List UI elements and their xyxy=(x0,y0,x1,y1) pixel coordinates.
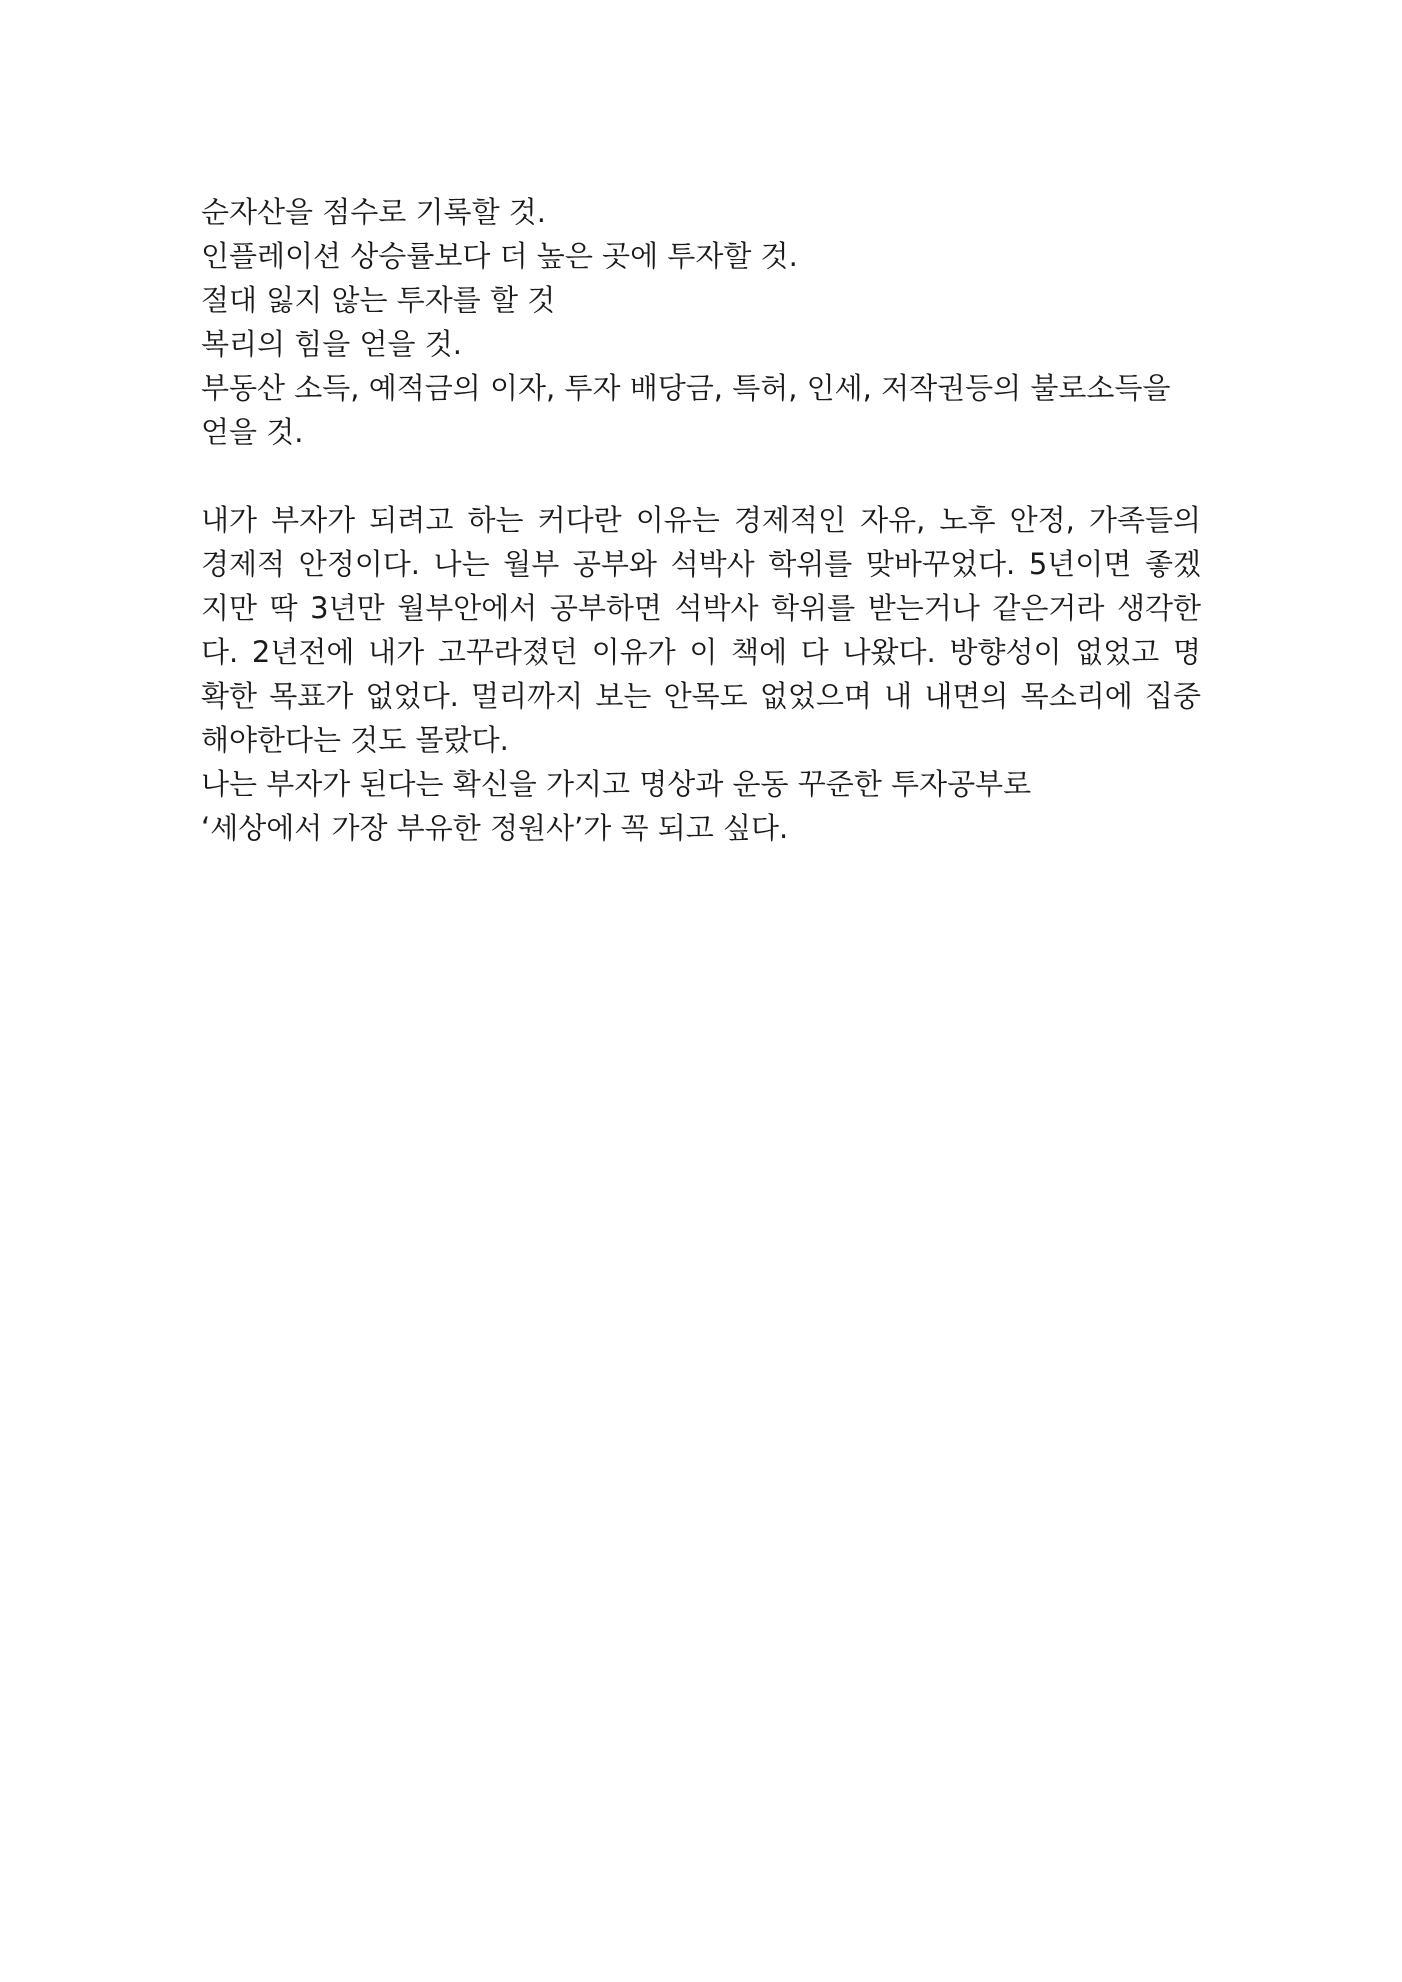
goal-line-net-worth: 순자산을 점수로 기록할 것. xyxy=(201,195,547,229)
reflection-paragraph xyxy=(201,498,1201,762)
paragraph-line: 내가 부자가 되려고 하는 커다란 이유는 경제적인 자유, 노후 안정, 가족들의 xyxy=(201,503,1201,537)
paragraph-line: 확한 목표가 없었다. 멀리까지 보는 안목도 없었으며 내 내면의 목소리에 집중 xyxy=(201,679,1201,713)
closing-line: 나는 부자가 된다는 확신을 가지고 명상과 운동 꾸준한 투자공부로 xyxy=(201,767,1032,801)
paragraph-line: 다. 2년전에 내가 고꾸라졌던 이유가 이 책에 다 나왔다. 방향성이 없었고 명 xyxy=(201,635,1201,669)
goal-line-inflation: 인플레이션 상승률보다 더 높은 곳에 투자할 것. xyxy=(201,239,798,273)
paragraph-line: 경제적 안정이다. 나는 월부 공부와 석박사 학위를 맞바꾸었다. 5년이면 좋겠 xyxy=(201,547,1201,581)
paragraph-line: 해야한다는 것도 몰랐다. xyxy=(201,723,509,757)
paragraph-spacer xyxy=(201,454,1201,498)
closing-line: ‘세상에서 가장 부유한 정원사’가 꼭 되고 싶다. xyxy=(201,811,789,845)
document-body xyxy=(201,190,1201,850)
paragraph-line: 지만 딱 3년만 월부안에서 공부하면 석박사 학위를 받는거나 같은거라 생각한 xyxy=(201,591,1201,625)
closing-statement xyxy=(201,762,1201,850)
goal-line-passive-income: 부동산 소득, 예적금의 이자, 투자 배당금, 특허, 인세, 저작권등의 불로소득을 xyxy=(201,371,1171,405)
goal-line-no-loss: 절대 잃지 않는 투자를 할 것 xyxy=(201,283,556,317)
goal-line-passive-income-end: 얻을 것. xyxy=(201,415,304,449)
goal-list xyxy=(201,190,1201,454)
goal-line-compound: 복리의 힘을 얻을 것. xyxy=(201,327,462,361)
